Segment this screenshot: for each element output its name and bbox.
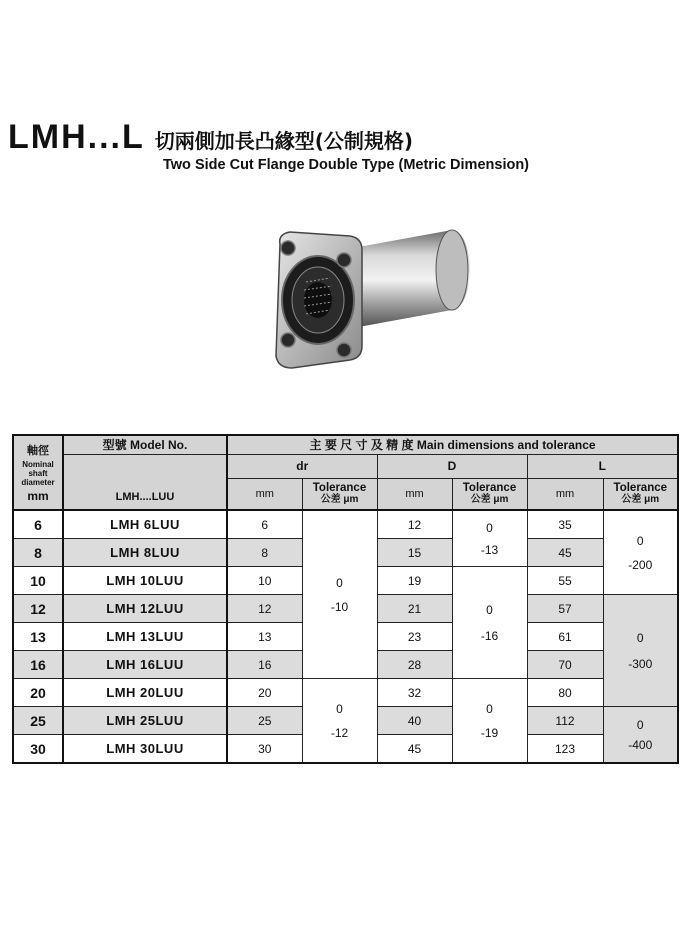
shaft-cell: 25 (13, 707, 63, 735)
tol-lower: -12 (330, 725, 349, 740)
tol-label-cn: 公差 μm (320, 493, 359, 505)
tol-lower: -13 (480, 542, 499, 557)
model-cell: LMH 30LUU (63, 735, 227, 764)
model-header: 型號 Model No. (63, 435, 227, 454)
D-cell: 23 (377, 623, 452, 651)
tol-upper: 0 (636, 630, 644, 645)
dr-cell: 8 (227, 539, 302, 567)
dr-cell: 10 (227, 567, 302, 595)
tol-upper: 0 (636, 717, 644, 732)
dimension-table (12, 434, 679, 764)
model-series: LMH....LUU (63, 454, 227, 510)
model-cell: LMH 20LUU (63, 679, 227, 707)
shaft-cell: 12 (13, 595, 63, 623)
L-mm-header: mm (527, 478, 603, 510)
D-cell: 40 (377, 707, 452, 735)
model-cell: LMH 13LUU (63, 623, 227, 651)
shaft-cell: 30 (13, 735, 63, 764)
L-cell: 80 (527, 679, 603, 707)
L-tol-header (603, 478, 678, 510)
D-tol-cell (452, 510, 527, 567)
D-header: D (377, 454, 527, 478)
D-tol-cell (452, 679, 527, 764)
shaft-header (13, 435, 63, 510)
D-cell: 21 (377, 595, 452, 623)
product-code: LMH...L (8, 118, 145, 156)
D-cell: 32 (377, 679, 452, 707)
tol-upper: 0 (486, 520, 493, 535)
model-cell: LMH 6LUU (63, 510, 227, 539)
table-row (13, 510, 678, 539)
tol-lower: -300 (628, 656, 653, 671)
D-tol-cell (452, 567, 527, 679)
product-subtitle: Two Side Cut Flange Double Type (Metric Dimension) (163, 157, 530, 173)
shaft-cell: 6 (13, 510, 63, 539)
L-tol-cell (603, 707, 678, 764)
model-cell: LMH 12LUU (63, 595, 227, 623)
dr-cell: 12 (227, 595, 302, 623)
dr-cell: 13 (227, 623, 302, 651)
tol-lower: -400 (628, 737, 653, 752)
tol-lower: -200 (628, 557, 653, 572)
L-cell: 112 (527, 707, 603, 735)
tol-lower: -16 (480, 628, 499, 643)
tol-upper: 0 (636, 533, 644, 548)
product-title-cn: 切兩側加長凸緣型(公制規格) (154, 129, 414, 153)
tol-upper: 0 (486, 701, 493, 716)
tol-label-en: Tolerance (312, 481, 367, 494)
tol-lower: -19 (480, 725, 499, 740)
tol-label-cn: 公差 μm (470, 493, 509, 505)
dr-tol-cell (302, 679, 377, 764)
dr-tol-cell (302, 510, 377, 679)
dr-cell: 16 (227, 651, 302, 679)
dr-tol-header (302, 478, 377, 510)
table-row (13, 679, 678, 707)
L-cell: 57 (527, 595, 603, 623)
tol-upper: 0 (336, 701, 343, 716)
title-row (8, 118, 413, 158)
model-cell: LMH 16LUU (63, 651, 227, 679)
L-cell: 45 (527, 539, 603, 567)
shaft-header-unit: mm (27, 489, 49, 503)
D-cell: 12 (377, 510, 452, 539)
shaft-cell: 13 (13, 623, 63, 651)
L-header: L (527, 454, 678, 478)
D-cell: 28 (377, 651, 452, 679)
L-cell: 35 (527, 510, 603, 539)
L-tol-cell (603, 510, 678, 595)
main-dimensions-header: 主 要 尺 寸 及 精 度 Main dimensions and tolerance (227, 435, 678, 454)
L-cell: 123 (527, 735, 603, 764)
shaft-header-cn: 軸徑 (27, 445, 49, 457)
tol-upper: 0 (486, 602, 493, 617)
D-cell: 15 (377, 539, 452, 567)
dr-mm-header: mm (227, 478, 302, 510)
dr-cell: 20 (227, 679, 302, 707)
L-cell: 55 (527, 567, 603, 595)
bearing-photo (262, 222, 478, 374)
model-cell: LMH 25LUU (63, 707, 227, 735)
D-mm-header: mm (377, 478, 452, 510)
L-cell: 61 (527, 623, 603, 651)
D-cell: 19 (377, 567, 452, 595)
shaft-header-en: Nominal shaft diameter (21, 460, 55, 487)
shaft-cell: 8 (13, 539, 63, 567)
L-cell: 70 (527, 651, 603, 679)
shaft-cell: 10 (13, 567, 63, 595)
model-cell: LMH 8LUU (63, 539, 227, 567)
L-tol-cell (603, 595, 678, 707)
tol-label-en: Tolerance (462, 481, 517, 494)
tol-lower: -10 (330, 599, 349, 614)
tol-label-cn: 公差 μm (621, 493, 660, 505)
dr-cell: 25 (227, 707, 302, 735)
dr-cell: 30 (227, 735, 302, 764)
shaft-cell: 20 (13, 679, 63, 707)
dr-cell: 6 (227, 510, 302, 539)
model-cell: LMH 10LUU (63, 567, 227, 595)
dr-header: dr (227, 454, 377, 478)
shaft-cell: 16 (13, 651, 63, 679)
tol-label-en: Tolerance (613, 481, 668, 494)
D-cell: 45 (377, 735, 452, 764)
tol-upper: 0 (336, 575, 343, 590)
D-tol-header (452, 478, 527, 510)
